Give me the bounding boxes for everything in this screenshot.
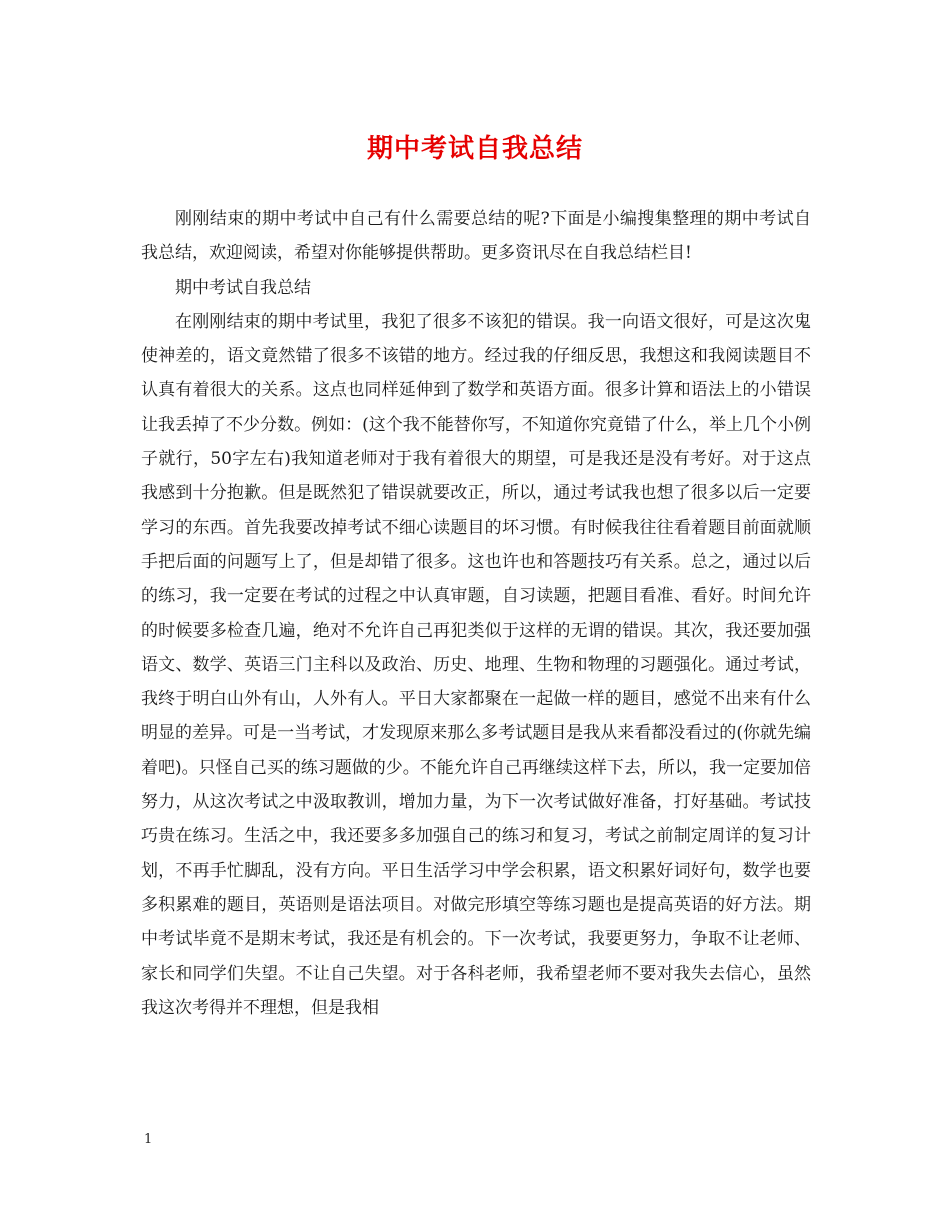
body-paragraph: 在刚刚结束的期中考试里，我犯了很多不该犯的错误。我一向语文很好，可是这次鬼使神差的，语文竟然错了很多不该错的地方。经过我的仔细反思，我想这和我阅读题目不认真有着很大的关系。这点也同样延伸到了数学和英语方面。很多计算和语法上的小错误让我丢掉了不少分数。例如：(这个我不能替你写，不知道你究竟错了什么，举上几个小例子就行，50字左右)我知道老师对于我有着很大的期望，可是我还是没有考好。对于这点我感到十分抱歉。但是既然犯了错误就要改正，所以，通过考试我也想了很多以后一定要学习的东西。首先我要改掉考试不细心读题目的坏习惯。有时候我往往看着题目前面就顺手把后面的问题写上了，但是却错了很多。这也许也和答题技巧有关系。总之，通过以后的练习，我一定要在考试的过程之中认真审题，自习读题，把题目看准、看好。时间允许的时候要多检查几遍，绝对不允许自己再犯类似于这样的无谓的错误。其次，我还要加强语文、数学、英语三门主科以及政治、历史、地理、生物和物理的习题强化。通过考试，我终于明白山外有山，人外有人。平日大家都聚在一起做一样的题目，感觉不出来有什么明显的差异。可是一当考试，才发现原来那么多考试题目是我从来看都没看过的(你就先编着吧)。只怪自己买的练习题做的少。不能允许自己再继续这样下去，所以，我一定要加倍努力，从这次考试之中汲取教训，增加力量，为下一次考试做好准备，打好基础。考试技巧贵在练习。生活之中，我还要多多加强自己的练习和复习，考试之前制定周详的复习计划，不再手忙脚乱，没有方向。平日生活学习中学会积累，语文积累好词好句，数学也要多积累难的题目，英语则是语法项目。对做完形填空等练习题也是提高英语的好方法。期中考试毕竟不是期末考试，我还是有机会的。下一次考试，我要更努力，争取不让老师、家长和同学们失望。不让自己失望。对于各科老师，我希望老师不要对我失去信心，虽然我这次考得并不理想，但是我相 [141, 311, 811, 1018]
section-heading: 期中考试自我总结 [175, 277, 311, 298]
page-number: 1 [144, 1132, 153, 1147]
intro-paragraph: 刚刚结束的期中考试中自己有什么需要总结的呢?下面是小编搜集整理的期中考试自我总结，欢迎阅读，希望对你能够提供帮助。更多资讯尽在自我总结栏目! [141, 209, 811, 264]
document-body [141, 202, 811, 1025]
document-title: 期中考试自我总结 [366, 134, 583, 164]
